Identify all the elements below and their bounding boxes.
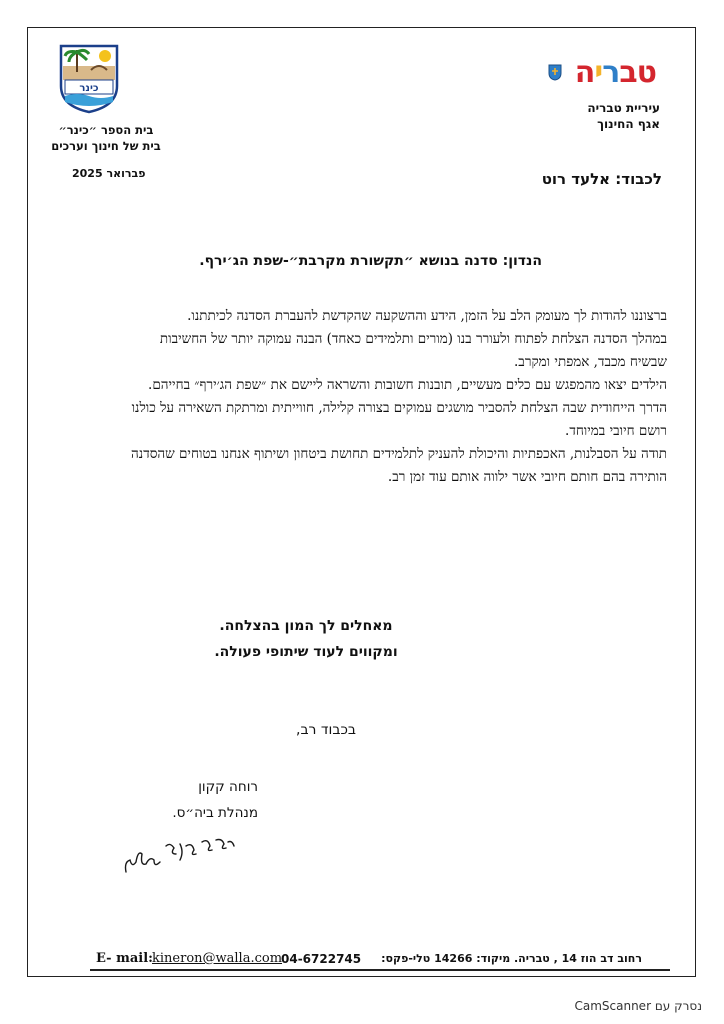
closing-line: מאחלים לך המון בהצלחה. [219, 618, 393, 634]
paragraph: הדרך הייחודית שבה הצלחת להסביר מושגים עמוקים בצורה קלילה, חווייתית ומרתקת השאירה על כולנו רושם חיובי במיוחד. [131, 400, 667, 439]
department-name: אגף החינוך [597, 117, 660, 131]
footer-email-link[interactable]: kineron@walla.com [152, 951, 283, 966]
city-name: עיריית טבריה [587, 101, 660, 115]
closing-wishes [196, 613, 416, 665]
signer-title: מנהלת ביה״ס. [172, 805, 258, 821]
tiberias-logo [548, 55, 656, 95]
paragraph: ברצוננו להודות לך מעומק הלב על הזמן, הידע וההשקעה שהקדשת להעברת הסדנה לכיתתנו. [187, 308, 667, 324]
paragraph: תודה על הסבלנות, האכפתיות והיכולת להעניק לתלמידים תחושת ביטחון ושיתוף אנחנו בטוחים שהסדנה הותירה בהם חותם חיובי אשר ילווה אותם עוד זמן רב. [131, 446, 667, 485]
city-logo-wordmark: טבריה [574, 55, 656, 90]
camscanner-watermark: נסרק עם CamScanner [574, 999, 702, 1013]
regards: בכבוד רב, [296, 722, 356, 738]
addressee: לכבוד: אלעד רוט [541, 170, 662, 188]
signer-name: רוחה קקון [198, 779, 258, 795]
letter-date: פברואר 2025 [72, 167, 146, 180]
footer-phone: 04-6722745 [281, 952, 362, 966]
school-logo-text: כינר [79, 83, 99, 94]
handwritten-signature [120, 832, 240, 878]
footer-divider [90, 969, 670, 971]
footer-address: רחוב דב הוז 14 , טבריה. מיקוד: 14266 טלי-פקס: [381, 952, 642, 965]
paragraph: הילדים יצאו מהמפגש עם כלים מעשיים, תובנות חשובות והשראה ליישם את ״שפת הג׳ירף״ בחייהם. [148, 377, 667, 393]
paragraph: במהלך הסדנה הצלחת לפתוח ולעורר בנו (מורים ותלמידים כאחד) הבנה עמוקה יותר של החשיבות שבשיח מכבד, אמפתי ומקרב. [159, 331, 667, 370]
closing-line: ומקווים לעוד שיתופי פעולה. [214, 644, 398, 660]
school-name [44, 122, 168, 154]
signer-block [122, 774, 258, 826]
school-slogan: בית של חינוך וערכים [51, 139, 161, 153]
school-logo [55, 42, 123, 114]
city-department [587, 100, 660, 132]
school-title: בית הספר ״כינר״ [58, 123, 154, 137]
city-emblem-icon [548, 63, 562, 81]
footer-email-label: E- mail: [96, 951, 153, 966]
letter-body [122, 305, 667, 489]
subject-line: הנדון: סדנה בנושא ״תקשורת מקרבת״-שפת הג׳ירף. [199, 253, 542, 269]
